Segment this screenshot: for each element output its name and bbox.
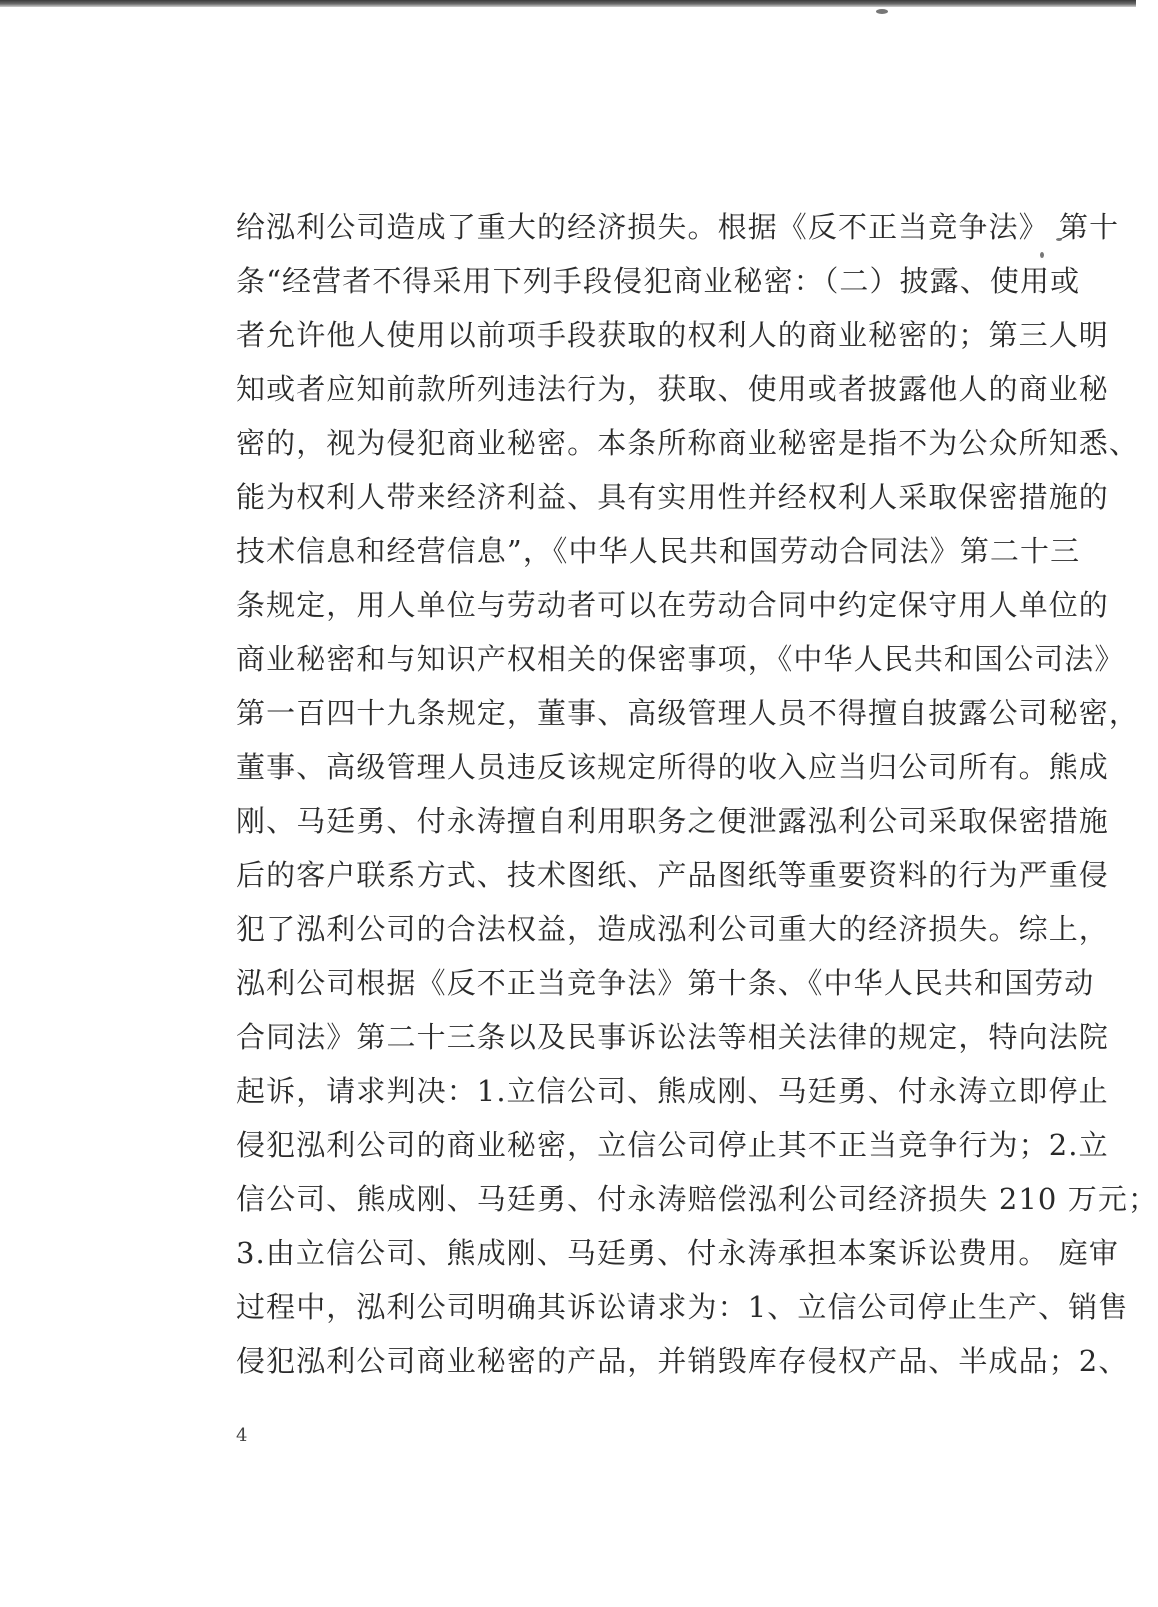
text-line: 3.由立信公司、熊成刚、马廷勇、付永涛承担本案诉讼费用。 庭审 <box>236 1236 1119 1270</box>
text-line: 侵犯泓利公司商业秘密的产品，并销毁库存侵权产品、半成品；2、 <box>236 1344 1129 1378</box>
text-line: 侵犯泓利公司的商业秘密，立信公司停止其不正当竞争行为；2.立 <box>236 1128 1109 1162</box>
text-line: 第一百四十九条规定，董事、高级管理人员不得擅自披露公司秘密， <box>236 696 1140 730</box>
text-line: 者允许他人使用以前项手段获取的权利人的商业秘密的；第三人明 <box>236 318 1109 352</box>
text-line: 泓利公司根据《反不正当竞争法》第十条、《中华人民共和国劳动 <box>236 966 1095 1000</box>
text-line: 条“经营者不得采用下列手段侵犯商业秘密：（二）披露、使用或 <box>236 264 1081 298</box>
text-line: 知或者应知前款所列违法行为，获取、使用或者披露他人的商业秘 <box>236 372 1109 406</box>
text-line: 合同法》第二十三条以及民事诉讼法等相关法律的规定，特向法院 <box>236 1020 1109 1054</box>
text-line: 商业秘密和与知识产权相关的保密事项，《中华人民共和国公司法》 <box>236 642 1125 676</box>
text-line: 密的，视为侵犯商业秘密。本条所称商业秘密是指不为公众所知悉、 <box>236 426 1140 460</box>
text-line: 后的客户联系方式、技术图纸、产品图纸等重要资料的行为严重侵 <box>236 858 1109 892</box>
text-line: 条规定，用人单位与劳动者可以在劳动合同中约定保守用人单位的 <box>236 588 1109 622</box>
text-line: 过程中，泓利公司明确其诉讼请求为：1、立信公司停止生产、销售 <box>236 1290 1129 1324</box>
text-line: 董事、高级管理人员违反该规定所得的收入应当归公司所有。熊成 <box>236 750 1109 784</box>
text-line: 信公司、熊成刚、马廷勇、付永涛赔偿泓利公司经济损失 210 万元； <box>236 1182 1158 1216</box>
text-line: 犯了泓利公司的合法权益，造成泓利公司重大的经济损失。综上， <box>236 912 1109 946</box>
text-line: 起诉，请求判决：1.立信公司、熊成刚、马廷勇、付永涛立即停止 <box>236 1074 1109 1108</box>
text-line: 刚、马廷勇、付永涛擅自利用职务之便泄露泓利公司采取保密措施 <box>236 804 1109 838</box>
text-line: 技术信息和经营信息”，《中华人民共和国劳动合同法》第二十三 <box>236 534 1081 568</box>
text-line: 给泓利公司造成了重大的经济损失。根据《反不正当竞争法》 第十 <box>236 210 1120 244</box>
text-line: 能为权利人带来经济利益、具有实用性并经权利人采取保密措施的 <box>236 480 1109 514</box>
page-number: 4 <box>236 1425 248 1446</box>
